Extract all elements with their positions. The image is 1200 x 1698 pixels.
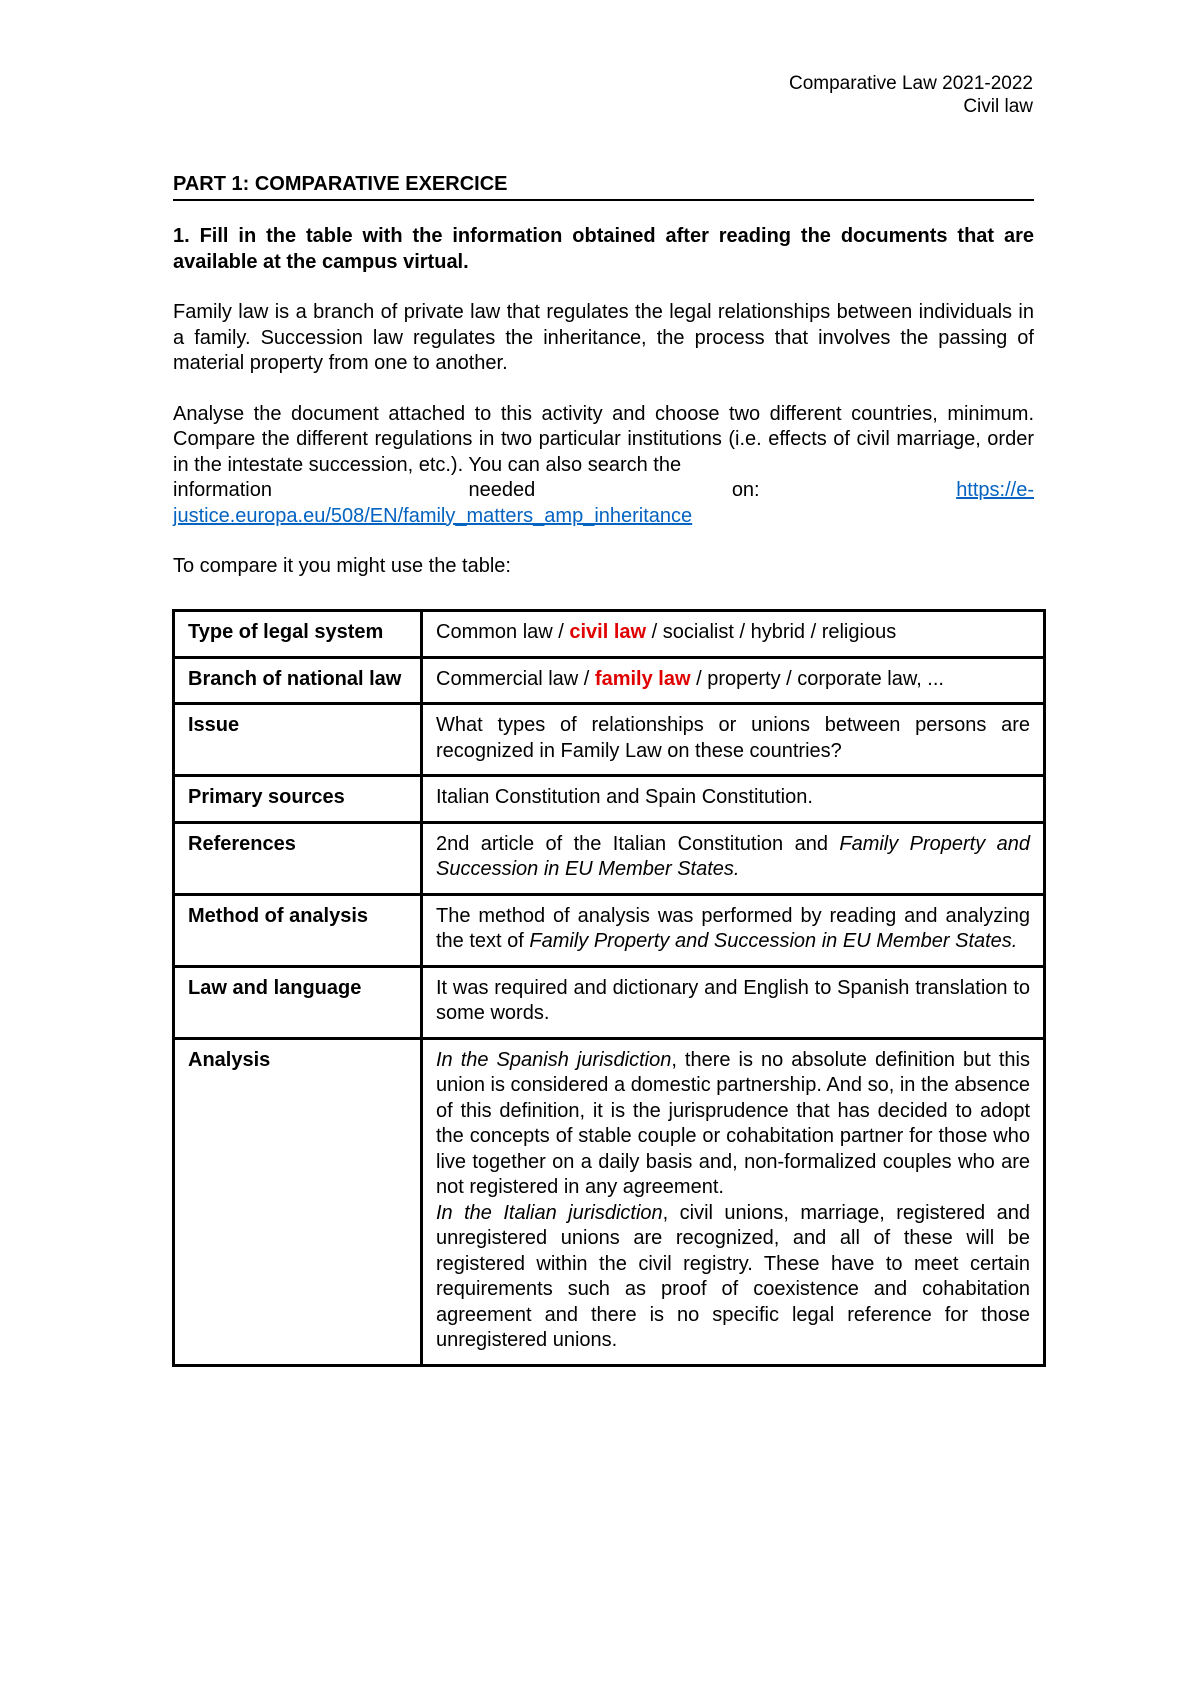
row-value-analysis [422, 1038, 1045, 1365]
analysis-spain-heading: In the Spanish jurisdiction [436, 1048, 672, 1071]
e-justice-link-part2[interactable]: justice.europa.eu/508/EN/family_matters_amp_inheritance [173, 504, 693, 527]
row-value-legal-system [422, 611, 1045, 658]
document-body [173, 224, 1034, 605]
branch-options-start: Commercial law / [436, 667, 595, 690]
row-value-issue: What types of relationships or unions between persons are recognized in Family Law on these countries? [422, 704, 1045, 776]
analysis-italy-text: , civil unions, marriage, registered and unregistered unions are recognized, and all of these will be registered within the civil registry. These have to meet certain requirements such as proof of coexistence and cohabitation agreement and there is no specific legal reference for those unregistered unions. [436, 1201, 1030, 1351]
row-value-branch [422, 657, 1045, 704]
row-label-primary-sources: Primary sources [174, 776, 422, 823]
table-row [174, 894, 1045, 966]
table-row [174, 966, 1045, 1038]
page-header [789, 72, 1033, 118]
paragraph-analyse-text: Analyse the document attached to this activity and choose two different countries, minimum. Compare the different regulations in two particular institutions (i.e. effects of civil marriage, order in the intestate succession, etc.). You can also search the [173, 402, 1034, 476]
comparison-table [172, 609, 1046, 1367]
paragraph-analyse-link-line [173, 478, 1034, 504]
legal-system-options-start: Common law / [436, 621, 570, 643]
row-label-law-language: Law and language [174, 966, 422, 1038]
row-value-law-language: It was required and dictionary and English to Spanish translation to some words. [422, 966, 1045, 1038]
row-label-branch: Branch of national law [174, 657, 422, 704]
e-justice-link-part1[interactable]: https://e- [956, 479, 1034, 501]
table-row [174, 1038, 1045, 1365]
word-on: on: [731, 479, 760, 501]
analysis-italy-heading: In the Italian jurisdiction [436, 1201, 663, 1224]
course-subtitle: Civil law [963, 96, 1033, 117]
table-row [174, 822, 1045, 894]
table-row [174, 776, 1045, 823]
exercise-question: 1. Fill in the table with the information obtained after reading the documents that are available at the campus virtual. [173, 225, 1034, 273]
row-label-analysis: Analysis [174, 1038, 422, 1365]
legal-system-options-end: / socialist / hybrid / religious [646, 621, 897, 643]
selected-legal-system: civil law [569, 621, 647, 643]
analysis-spain-text: , there is no absolute definition but this union is considered a domestic partnership. And so, in the absence of this definition, it is the jurisprudence that has decided to adopt the concepts of stable couple or cohabitation partner for those who live together on a daily basis and, non-formalized couples who are not registered in any agreement. [436, 1048, 1030, 1198]
branch-options-end: / property / corporate law, ... [690, 667, 944, 690]
paragraph-family-law: Family law is a branch of private law that regulates the legal relationships between individuals in a family. Succession law regulates the inheritance, the process that involves the passing of material property from one to another. [173, 301, 1034, 374]
row-value-primary-sources: Italian Constitution and Spain Constitution. [422, 776, 1045, 823]
table-row [174, 611, 1045, 658]
selected-branch: family law [594, 667, 691, 690]
table-row [174, 657, 1045, 704]
part-title: PART 1: COMPARATIVE EXERCICE [173, 172, 1034, 201]
row-value-references [422, 822, 1045, 894]
references-text: 2nd article of the Italian Constitution and [436, 832, 840, 855]
analysis-italy [436, 1201, 1030, 1354]
row-value-method [422, 894, 1045, 966]
analysis-spain [436, 1048, 1030, 1201]
method-text: The method of analysis was performed by reading and analyzing the text of [436, 904, 1030, 952]
row-label-references: References [174, 822, 422, 894]
word-needed: needed [468, 479, 536, 501]
row-label-method: Method of analysis [174, 894, 422, 966]
paragraph-analyse [173, 402, 1034, 530]
references-title: Family Property and Succession in EU Member States. [436, 832, 1030, 880]
paragraph-analyse-link-line2 [173, 504, 1034, 530]
method-title: Family Property and Succession in EU Member States. [529, 930, 1018, 952]
word-information: information [173, 479, 272, 501]
table-row [174, 704, 1045, 776]
row-label-issue: Issue [174, 704, 422, 776]
paragraph-compare: To compare it you might use the table: [173, 555, 511, 577]
course-title: Comparative Law 2021-2022 [789, 73, 1033, 94]
row-label-legal-system: Type of legal system [174, 611, 422, 658]
